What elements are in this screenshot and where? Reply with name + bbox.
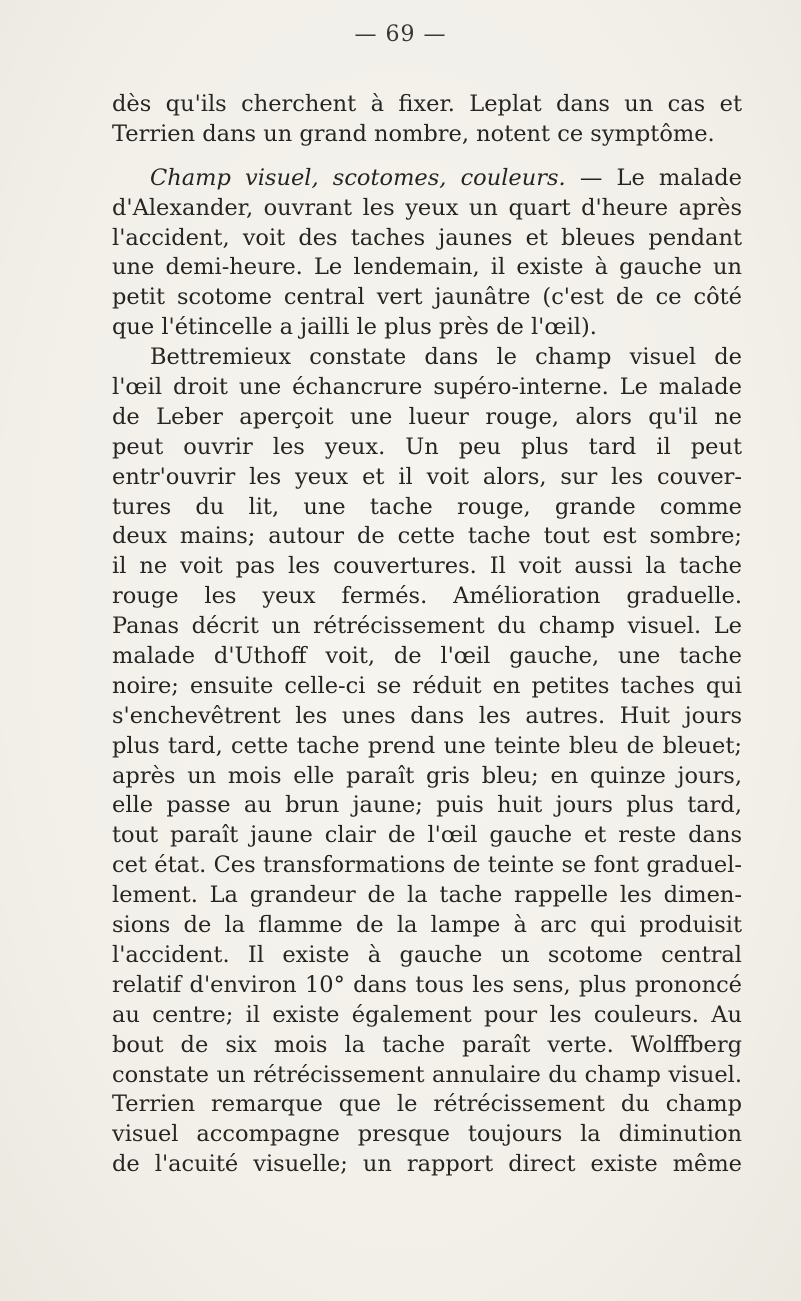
text-line: cet état. Ces transformations de teinte se font graduel- bbox=[112, 852, 742, 879]
paragraph-3 bbox=[112, 343, 742, 1180]
page-number: — 69 — bbox=[354, 22, 447, 47]
text-line: entr'ouvrir les yeux et il voit alors, sur les couver- bbox=[112, 463, 742, 490]
text-line: s'enchevêtrent les unes dans les autres. Huit jours bbox=[112, 702, 742, 729]
text-line: relatif d'environ 10° dans tous les sens, plus prononcé bbox=[112, 971, 742, 998]
text-line: lement. La grandeur de la tache rappelle les dimen- bbox=[112, 882, 742, 909]
section-heading: Champ visuel, scotomes, couleurs. bbox=[150, 164, 566, 191]
text-line: deux mains; autour de cette tache tout est sombre; bbox=[112, 523, 742, 550]
text-line: une demi-heure. Le lendemain, il existe à gauche un bbox=[112, 254, 742, 281]
text-line: Bettremieux constate dans le champ visuel de bbox=[150, 344, 742, 371]
text-line: sions de la flamme de la lampe à arc qui produisit bbox=[112, 912, 742, 939]
text-line: l'accident, voit des taches jaunes et bleues pendant bbox=[112, 224, 742, 251]
text-line: l'œil droit une échancrure supéro-interne. Le malade bbox=[112, 374, 742, 401]
text-line: d'Alexander, ouvrant les yeux un quart d'heure après bbox=[112, 194, 742, 221]
text-line: peut ouvrir les yeux. Un peu plus tard il peut bbox=[112, 433, 742, 460]
text-line: dès qu'ils cherchent à fixer. Leplat dans un cas et bbox=[112, 91, 742, 117]
text-line: Terrien remarque que le rétrécissement du champ bbox=[112, 1091, 742, 1118]
text-line: malade d'Uthoff voit, de l'œil gauche, une tache bbox=[112, 643, 742, 670]
body-text bbox=[112, 90, 742, 1180]
paragraph-gap bbox=[112, 150, 742, 164]
text-line: elle passe au brun jaune; puis huit jours plus tard, bbox=[112, 792, 742, 819]
text-line: tures du lit, une tache rouge, grande comme bbox=[112, 493, 742, 520]
text-line: Panas décrit un rétrécissement du champ visuel. Le bbox=[112, 613, 742, 640]
heading-continuation: — Le malade bbox=[565, 164, 742, 191]
text-line: visuel accompagne presque toujours la diminution bbox=[112, 1121, 742, 1148]
text-line: l'accident. Il existe à gauche un scotome central bbox=[112, 941, 742, 968]
text-line bbox=[112, 164, 742, 194]
text-line: bout de six mois la tache paraît verte. Wolffberg bbox=[112, 1031, 742, 1058]
text-line: constate un rétrécissement annulaire du champ visuel. bbox=[112, 1061, 742, 1088]
text-line: tout paraît jaune clair de l'œil gauche et reste dans bbox=[112, 822, 742, 849]
text-line: de Leber aperçoit une lueur rouge, alors qu'il ne bbox=[112, 403, 742, 430]
text-line: après un mois elle paraît gris bleu; en quinze jours, bbox=[112, 762, 742, 789]
text-line: au centre; il existe également pour les couleurs. Au bbox=[112, 1001, 742, 1028]
text-line: Terrien dans un grand nombre, notent ce symptôme. bbox=[112, 120, 715, 147]
text-line: petit scotome central vert jaunâtre (c'est de ce côté bbox=[112, 284, 742, 311]
text-line: rouge les yeux fermés. Amélioration graduelle. bbox=[112, 583, 742, 610]
text-line: noire; ensuite celle-ci se réduit en petites taches qui bbox=[112, 672, 742, 699]
paragraph-2 bbox=[112, 164, 742, 343]
text-line: plus tard, cette tache prend une teinte bleu de bleuet; bbox=[112, 732, 742, 759]
paragraph-1 bbox=[112, 90, 742, 150]
text-line: de l'acuité visuelle; un rapport direct existe même bbox=[112, 1151, 742, 1178]
text-line: que l'étincelle a jailli le plus près de l'œil). bbox=[112, 314, 597, 341]
text-line: il ne voit pas les couvertures. Il voit aussi la tache bbox=[112, 553, 742, 580]
